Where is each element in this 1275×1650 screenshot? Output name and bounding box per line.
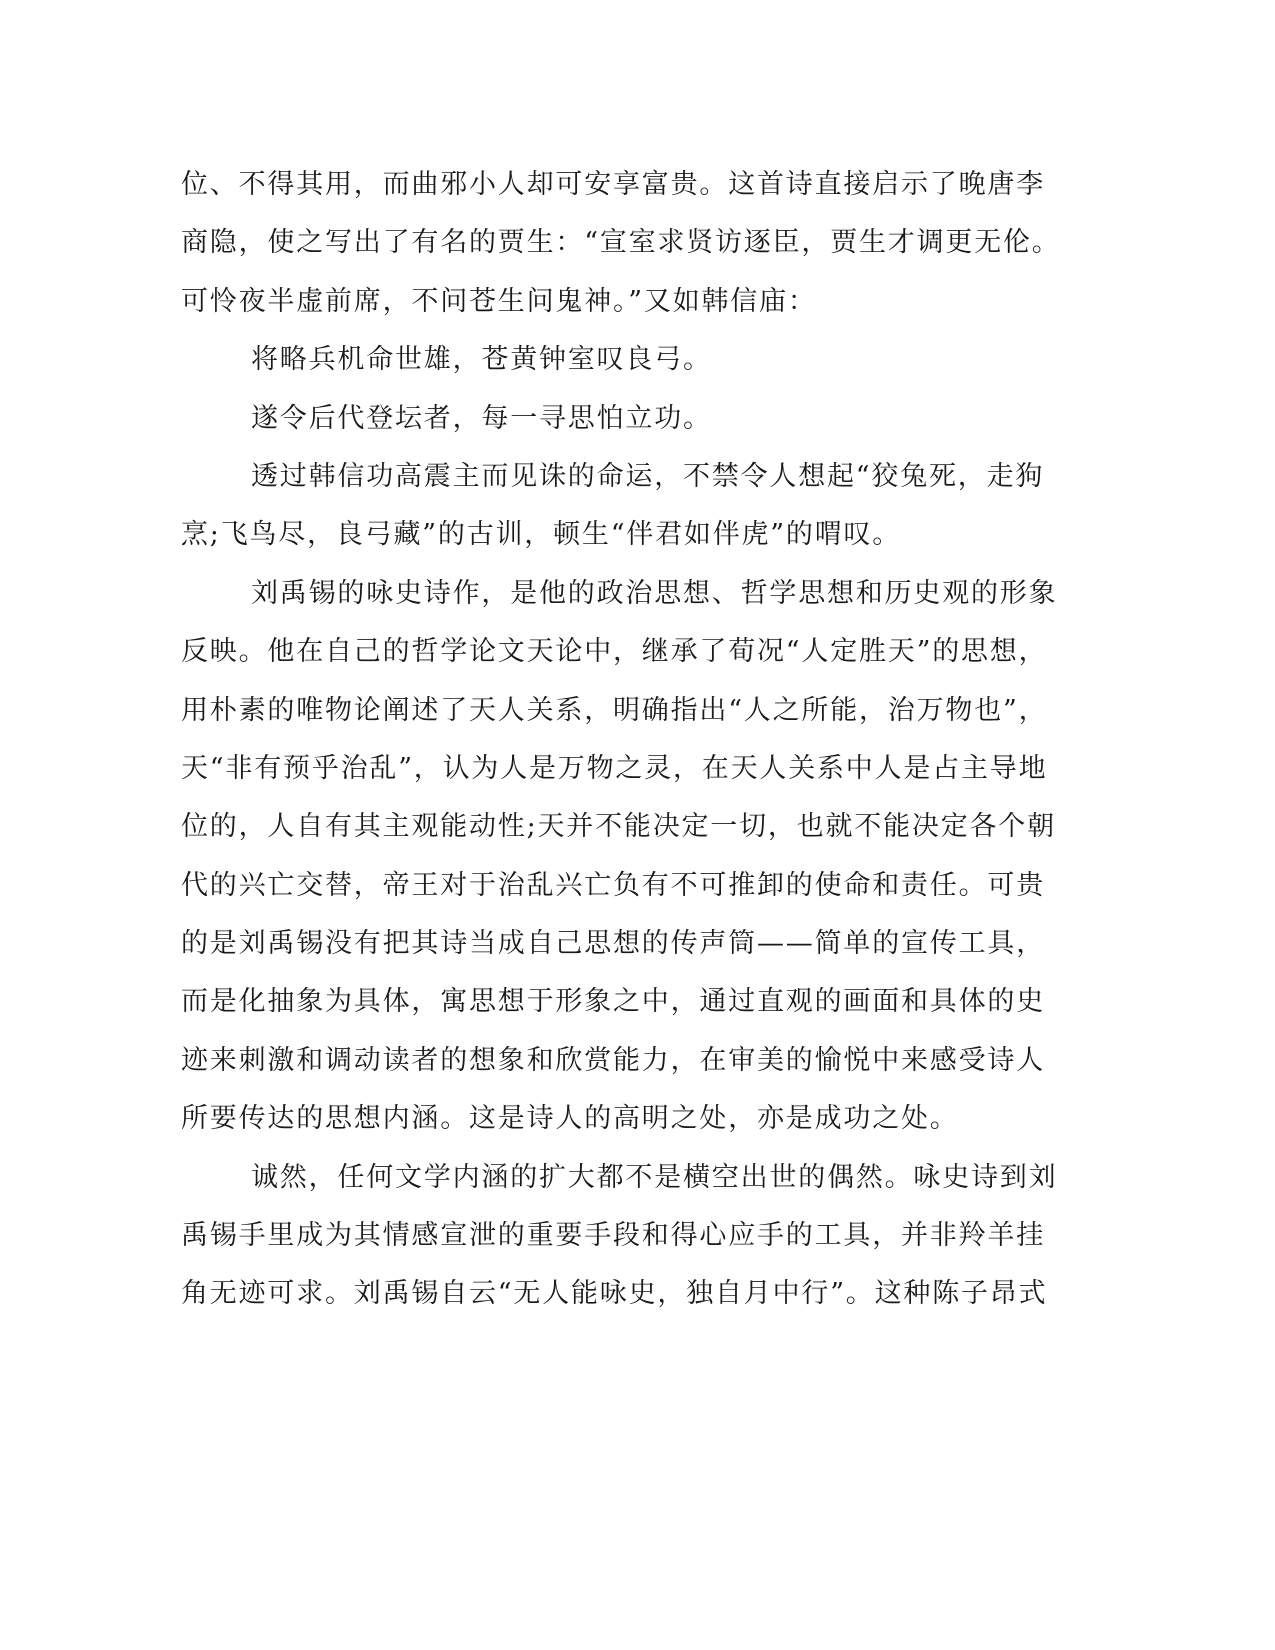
paragraph-start-line: 诚然，任何文学内涵的扩大都不是横空出世的偶然。咏史诗到刘 <box>251 1161 1058 1193</box>
text-line: 的是刘禹锡没有把其诗当成自己思想的传声筒——简单的宣传工具， <box>181 928 1045 960</box>
text-line: 禹锡手里成为其情感宣泄的重要手段和得心应手的工具，并非羚羊挂 <box>181 1220 1045 1252</box>
body-text <box>181 156 1061 1324</box>
poem-line: 遂令后代登坛者，每一寻思怕立功。 <box>251 402 712 434</box>
text-line: 反映。他在自己的哲学论文天论中，继承了荀况“人定胜天”的思想， <box>181 636 1048 668</box>
text-line: 天“非有预乎治乱”，认为人是万物之灵，在天人关系中人是占主导地 <box>181 752 1048 784</box>
text-line: 可怜夜半虚前席，不问苍生问鬼神。”又如韩信庙： <box>181 285 817 317</box>
text-line: 位的，人自有其主观能动性;天并不能决定一切，也就不能决定各个朝 <box>181 811 1056 843</box>
poem-line: 将略兵机命世雄，苍黄钟室叹良弓。 <box>251 344 712 376</box>
paragraph-start-line: 刘禹锡的咏史诗作，是他的政治思想、哲学思想和历史观的形象 <box>251 577 1058 609</box>
text-line: 所要传达的思想内涵。这是诗人的高明之处，亦是成功之处。 <box>181 1103 959 1135</box>
text-line: 商隐，使之写出了有名的贾生：“宣室求贤访逐臣，贾生才调更无伦。 <box>181 227 1061 259</box>
text-line: 位、不得其用，而曲邪小人却可安享富贵。这首诗直接启示了晚唐李 <box>181 169 1045 200</box>
text-line: 用朴素的唯物论阐述了天人关系，明确指出“人之所能，治万物也”， <box>181 694 1048 726</box>
text-line: 而是化抽象为具体，寓思想于形象之中，通过直观的画面和具体的史 <box>181 986 1045 1018</box>
paragraph-start-line: 透过韩信功高震主而见诛的命运，不禁令人想起“狡兔死，走狗 <box>251 460 1045 492</box>
text-line: 角无迹可求。刘禹锡自云“无人能咏史，独自月中行”。这种陈子昂式 <box>181 1278 1048 1310</box>
text-line: 烹;飞鸟尽，良弓藏”的古训，顿生“伴君如伴虎”的喟叹。 <box>181 519 902 551</box>
text-line: 迹来刺激和调动读者的想象和欣赏能力，在审美的愉悦中来感受诗人 <box>181 1044 1045 1076</box>
text-line: 代的兴亡交替，帝王对于治乱兴亡负有不可推卸的使命和责任。可贵 <box>181 869 1045 901</box>
